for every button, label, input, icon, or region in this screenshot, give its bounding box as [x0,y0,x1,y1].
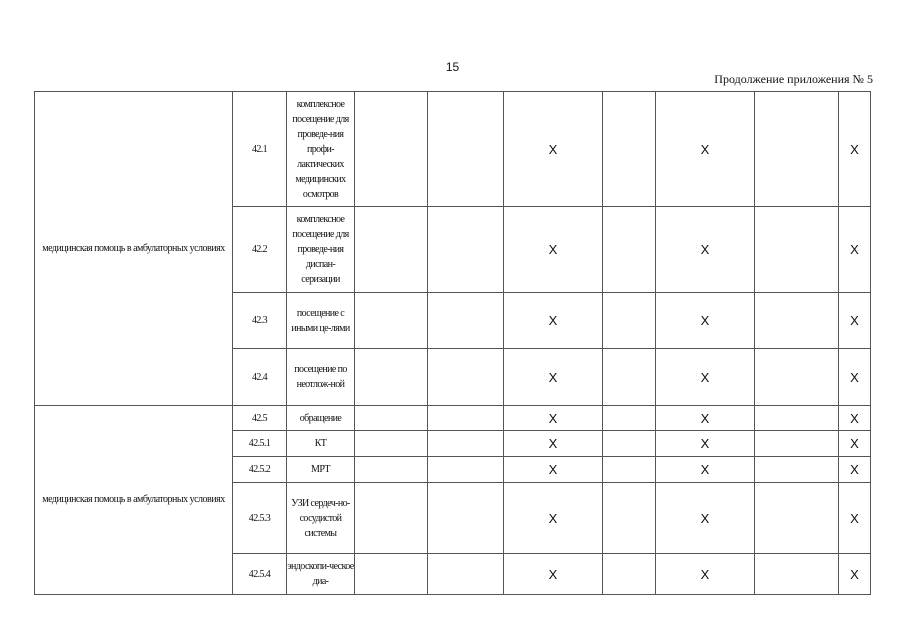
row-code: 42.4 [233,349,287,406]
row-name: обращение [287,406,355,431]
x-mark: X [504,483,603,554]
x-mark: X [656,207,755,293]
empty-cell [428,457,504,483]
continuation-label: Продолжение приложения № 5 [714,72,873,86]
page-number: 15 [445,60,460,74]
row-name: комплексное посещение для проведе-ния диспан-серизации [287,207,355,293]
appendix-table [34,91,871,595]
x-mark: X [839,92,871,207]
x-mark: X [839,457,871,483]
empty-cell [755,293,839,349]
row-name: КТ [287,431,355,457]
empty-cell [603,483,656,554]
row-name: посещение по неотлож-ной [287,349,355,406]
empty-cell [755,554,839,595]
empty-cell [428,483,504,554]
table-row [35,406,871,431]
x-mark: X [839,406,871,431]
x-mark: X [504,92,603,207]
empty-cell [355,457,428,483]
x-mark: X [656,431,755,457]
empty-cell [603,406,656,431]
empty-cell [755,457,839,483]
row-code: 42.5.3 [233,483,287,554]
x-mark: X [839,483,871,554]
empty-cell [755,207,839,293]
section-label: медицинская помощь в амбулаторных условиях [35,406,233,595]
x-mark: X [504,207,603,293]
empty-cell [355,483,428,554]
x-mark: X [839,554,871,595]
empty-cell [755,431,839,457]
empty-cell [755,483,839,554]
x-mark: X [504,406,603,431]
x-mark: X [504,293,603,349]
empty-cell [428,207,504,293]
empty-cell [355,406,428,431]
empty-cell [355,207,428,293]
x-mark: X [839,293,871,349]
row-code: 42.3 [233,293,287,349]
empty-cell [428,406,504,431]
empty-cell [603,349,656,406]
empty-cell [428,554,504,595]
x-mark: X [839,431,871,457]
row-name: УЗИ сердеч-но-сосудистой системы [287,483,355,554]
row-code: 42.5.4 [233,554,287,595]
empty-cell [355,92,428,207]
row-code: 42.1 [233,92,287,207]
row-code: 42.5.2 [233,457,287,483]
empty-cell [603,431,656,457]
x-mark: X [656,92,755,207]
empty-cell [355,554,428,595]
empty-cell [603,293,656,349]
empty-cell [428,293,504,349]
empty-cell [755,92,839,207]
x-mark: X [656,406,755,431]
empty-cell [355,431,428,457]
row-code: 42.5.1 [233,431,287,457]
empty-cell [428,431,504,457]
empty-cell [428,92,504,207]
x-mark: X [656,293,755,349]
x-mark: X [656,349,755,406]
x-mark: X [656,483,755,554]
empty-cell [603,457,656,483]
row-name: МРТ [287,457,355,483]
row-code: 42.2 [233,207,287,293]
empty-cell [355,349,428,406]
row-name: посещение с иными це-лями [287,293,355,349]
empty-cell [755,349,839,406]
empty-cell [428,349,504,406]
x-mark: X [504,457,603,483]
x-mark: X [504,349,603,406]
row-code: 42.5 [233,406,287,431]
empty-cell [603,207,656,293]
empty-cell [755,406,839,431]
x-mark: X [656,554,755,595]
row-name: эндоскопи-ческое диа- [287,554,355,595]
empty-cell [603,92,656,207]
x-mark: X [504,554,603,595]
empty-cell [355,293,428,349]
section-label: медицинская помощь в амбулаторных условиях [35,92,233,406]
empty-cell [603,554,656,595]
x-mark: X [839,207,871,293]
table-row [35,92,871,207]
x-mark: X [839,349,871,406]
x-mark: X [504,431,603,457]
row-name: комплексное посещение для проведе-ния профи-лактических медицинских осмотров [287,92,355,207]
x-mark: X [656,457,755,483]
